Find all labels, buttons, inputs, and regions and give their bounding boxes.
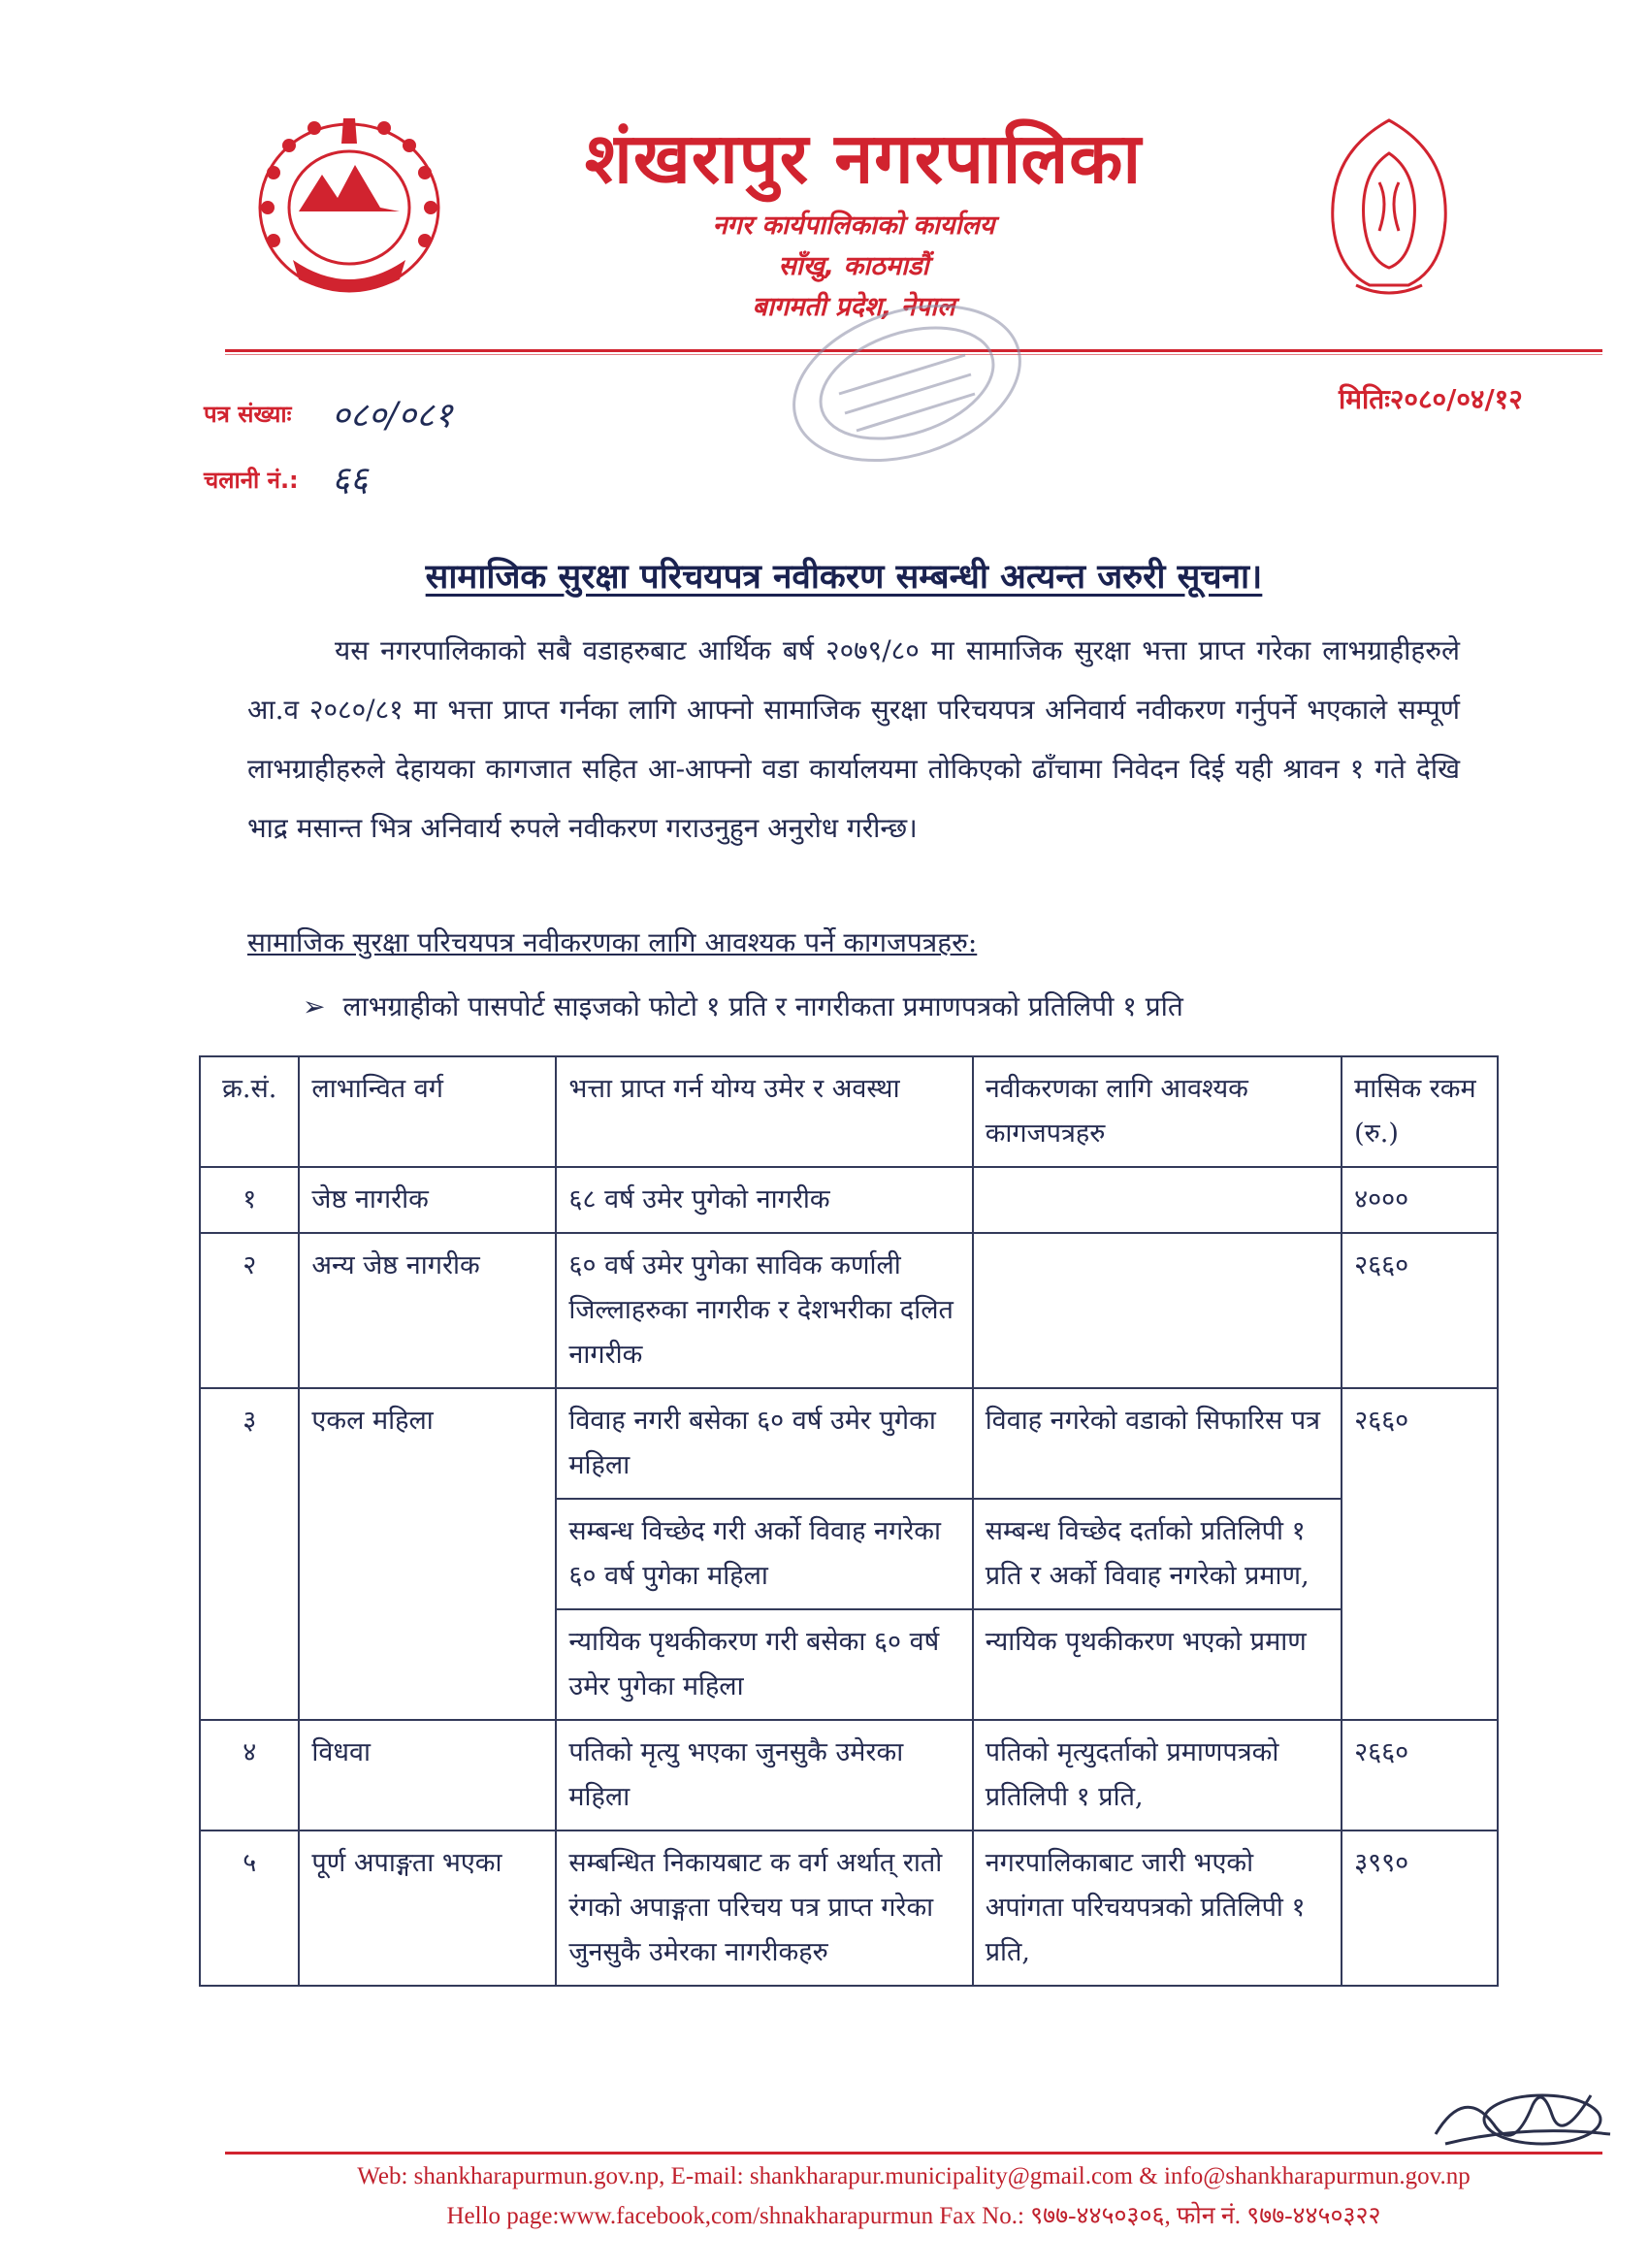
organization-name: शंखरापुर नगरपालिका [584, 117, 1143, 199]
documents-heading: सामाजिक सुरक्षा परिचयपत्र नवीकरणका लागि आवश्यक पर्ने कागजपत्रहरु: [247, 926, 978, 958]
footer-contact-web: Web: shankharapurmun.gov.np, E-mail: shankharapur.municipality@gmail.com & info@shankharapurmun.gov.np [357, 2163, 1471, 2189]
conch-shell-icon [1321, 114, 1457, 299]
cell-amount: २६६० [1342, 1233, 1498, 1388]
cell-documents: नगरपालिकाबाट जारी भएको अपांगता परिचयपत्रको प्रतिलिपी १ प्रति, [973, 1831, 1342, 1986]
patra-sankhya-label: पत्र संख्याः [204, 401, 292, 428]
cell-category: एकल महिला [299, 1388, 556, 1720]
footer-contact-fax: Hello page:www.facebook,com/shnakharapurmun Fax No.: ९७७-४४५०३०६, फोन नं. ९७७-४४५०३२२ [446, 2203, 1381, 2229]
cell-eligibility: ६८ वर्ष उमेर पुगेको नागरीक [556, 1167, 972, 1233]
cell-documents: पतिको मृत्युदर्ताको प्रमाणपत्रको प्रतिलिपी १ प्रति, [973, 1720, 1342, 1831]
office-stamp [781, 301, 1033, 466]
cell-documents [973, 1167, 1342, 1233]
allowance-table [199, 1055, 1499, 1987]
cell-documents [973, 1233, 1342, 1388]
cell-amount: ३९९० [1342, 1831, 1498, 1986]
table-row [200, 1831, 1498, 1986]
office-name: नगर कार्यपालिकाको कार्यालय [712, 211, 995, 241]
cell-sn: २ [200, 1233, 299, 1388]
cell-eligibility: ६० वर्ष उमेर पुगेका साविक कर्णाली जिल्लाहरुका नागरीक र देशभरीका दलित नागरीक [556, 1233, 972, 1388]
cell-amount: २६६० [1342, 1388, 1498, 1720]
header-eligibility: भत्ता प्राप्त गर्न योग्य उमेर र अवस्था [556, 1056, 972, 1167]
office-address: साँखु, काठमाडौं [778, 251, 929, 281]
office-province: बागमती प्रदेश, नेपाल [752, 292, 955, 322]
cell-eligibility: न्यायिक पृथकीकरण गरी बसेका ६० वर्ष उमेर पुगेका महिला [556, 1609, 972, 1720]
cell-sn: ३ [200, 1388, 299, 1720]
cell-sn: १ [200, 1167, 299, 1233]
cell-category: विधवा [299, 1720, 556, 1831]
signature [1426, 2066, 1620, 2163]
header-documents: नवीकरणका लागि आवश्यक कागजपत्रहरु [973, 1056, 1342, 1167]
chalani-number-value: ६६ [332, 460, 369, 500]
chalani-number-label: चलानी नं.: [204, 467, 299, 494]
table-row [200, 1233, 1498, 1388]
documents-bullet-text: लाभग्राहीको पासपोर्ट साइजको फोटो १ प्रति र नागरीकता प्रमाणपत्रको प्रतिलिपी १ प्रति [342, 990, 1183, 1022]
cell-documents: सम्बन्ध विच्छेद दर्ताको प्रतिलिपी १ प्रति र अर्को विवाह नगरेको प्रमाण, [973, 1499, 1342, 1609]
arrow-bullet-icon: ➢ [303, 990, 326, 1022]
header-category: लाभान्वित वर्ग [299, 1056, 556, 1167]
notice-title: सामाजिक सुरक्षा परिचयपत्र नवीकरण सम्बन्धी अत्यन्त जरुरी सूचना। [425, 558, 1263, 597]
notice-body: यस नगरपालिकाको सबै वडाहरुबाट आर्थिक बर्ष २०७९/८० मा सामाजिक सुरक्षा भत्ता प्राप्त गरेका लाभग्राहीहरुले आ.व २०८०/८१ मा भत्ता प्राप्त गर्नका लागि आफ्नो सामाजिक सुरक्षा परिचयपत्र अनिवार्य नवीकरण गर्नुपर्ने भएकाले सम्पूर्ण लाभग्राहीहरुले देहायका कागजात सहित आ-आफ्नो वडा कार्यालयमा तोकिएको ढाँचामा निवेदन दिई यही श्रावन १ गते देखि भाद्र मसान्त भित्र अनिवार्य रुपले नवीकरण गराउनुहुन अनुरोध गरीन्छ। [247, 634, 1460, 844]
letter-date: मितिः२०८०/०४/१२ [1339, 383, 1523, 415]
footer-divider [225, 2152, 1602, 2155]
cell-eligibility: पतिको मृत्यु भएका जुनसुकै उमेरका महिला [556, 1720, 972, 1831]
header-sn: क्र.सं. [200, 1056, 299, 1167]
cell-sn: ५ [200, 1831, 299, 1986]
cell-amount: ४००० [1342, 1167, 1498, 1233]
cell-documents: विवाह नगरेको वडाको सिफारिस पत्र [973, 1388, 1342, 1499]
table-row [200, 1167, 1498, 1233]
documents-bullet [303, 988, 1183, 1024]
cell-eligibility: विवाह नगरी बसेका ६० वर्ष उमेर पुगेका महिला [556, 1388, 972, 1499]
cell-eligibility: सम्बन्ध विच्छेद गरी अर्को विवाह नगरेका ६० वर्ष पुगेका महिला [556, 1499, 972, 1609]
table-header-row [200, 1056, 1498, 1167]
nepal-emblem-icon [254, 114, 444, 295]
header-amount: मासिक रकम (रु.) [1342, 1056, 1498, 1167]
cell-amount: २६६० [1342, 1720, 1498, 1831]
patra-sankhya-value: ०८०/०८१ [332, 396, 453, 436]
table-row [200, 1388, 1498, 1499]
cell-category: अन्य जेष्ठ नागरीक [299, 1233, 556, 1388]
cell-eligibility: सम्बन्धित निकायबाट क वर्ग अर्थात् रातो रंगको अपाङ्गता परिचय पत्र प्राप्त गरेका जुनसुकै उमेरका नागरीकहरु [556, 1831, 972, 1986]
table-row [200, 1720, 1498, 1831]
cell-category: जेष्ठ नागरीक [299, 1167, 556, 1233]
cell-sn: ४ [200, 1720, 299, 1831]
cell-documents: न्यायिक पृथकीकरण भएको प्रमाण [973, 1609, 1342, 1720]
cell-category: पूर्ण अपाङ्गता भएका [299, 1831, 556, 1986]
